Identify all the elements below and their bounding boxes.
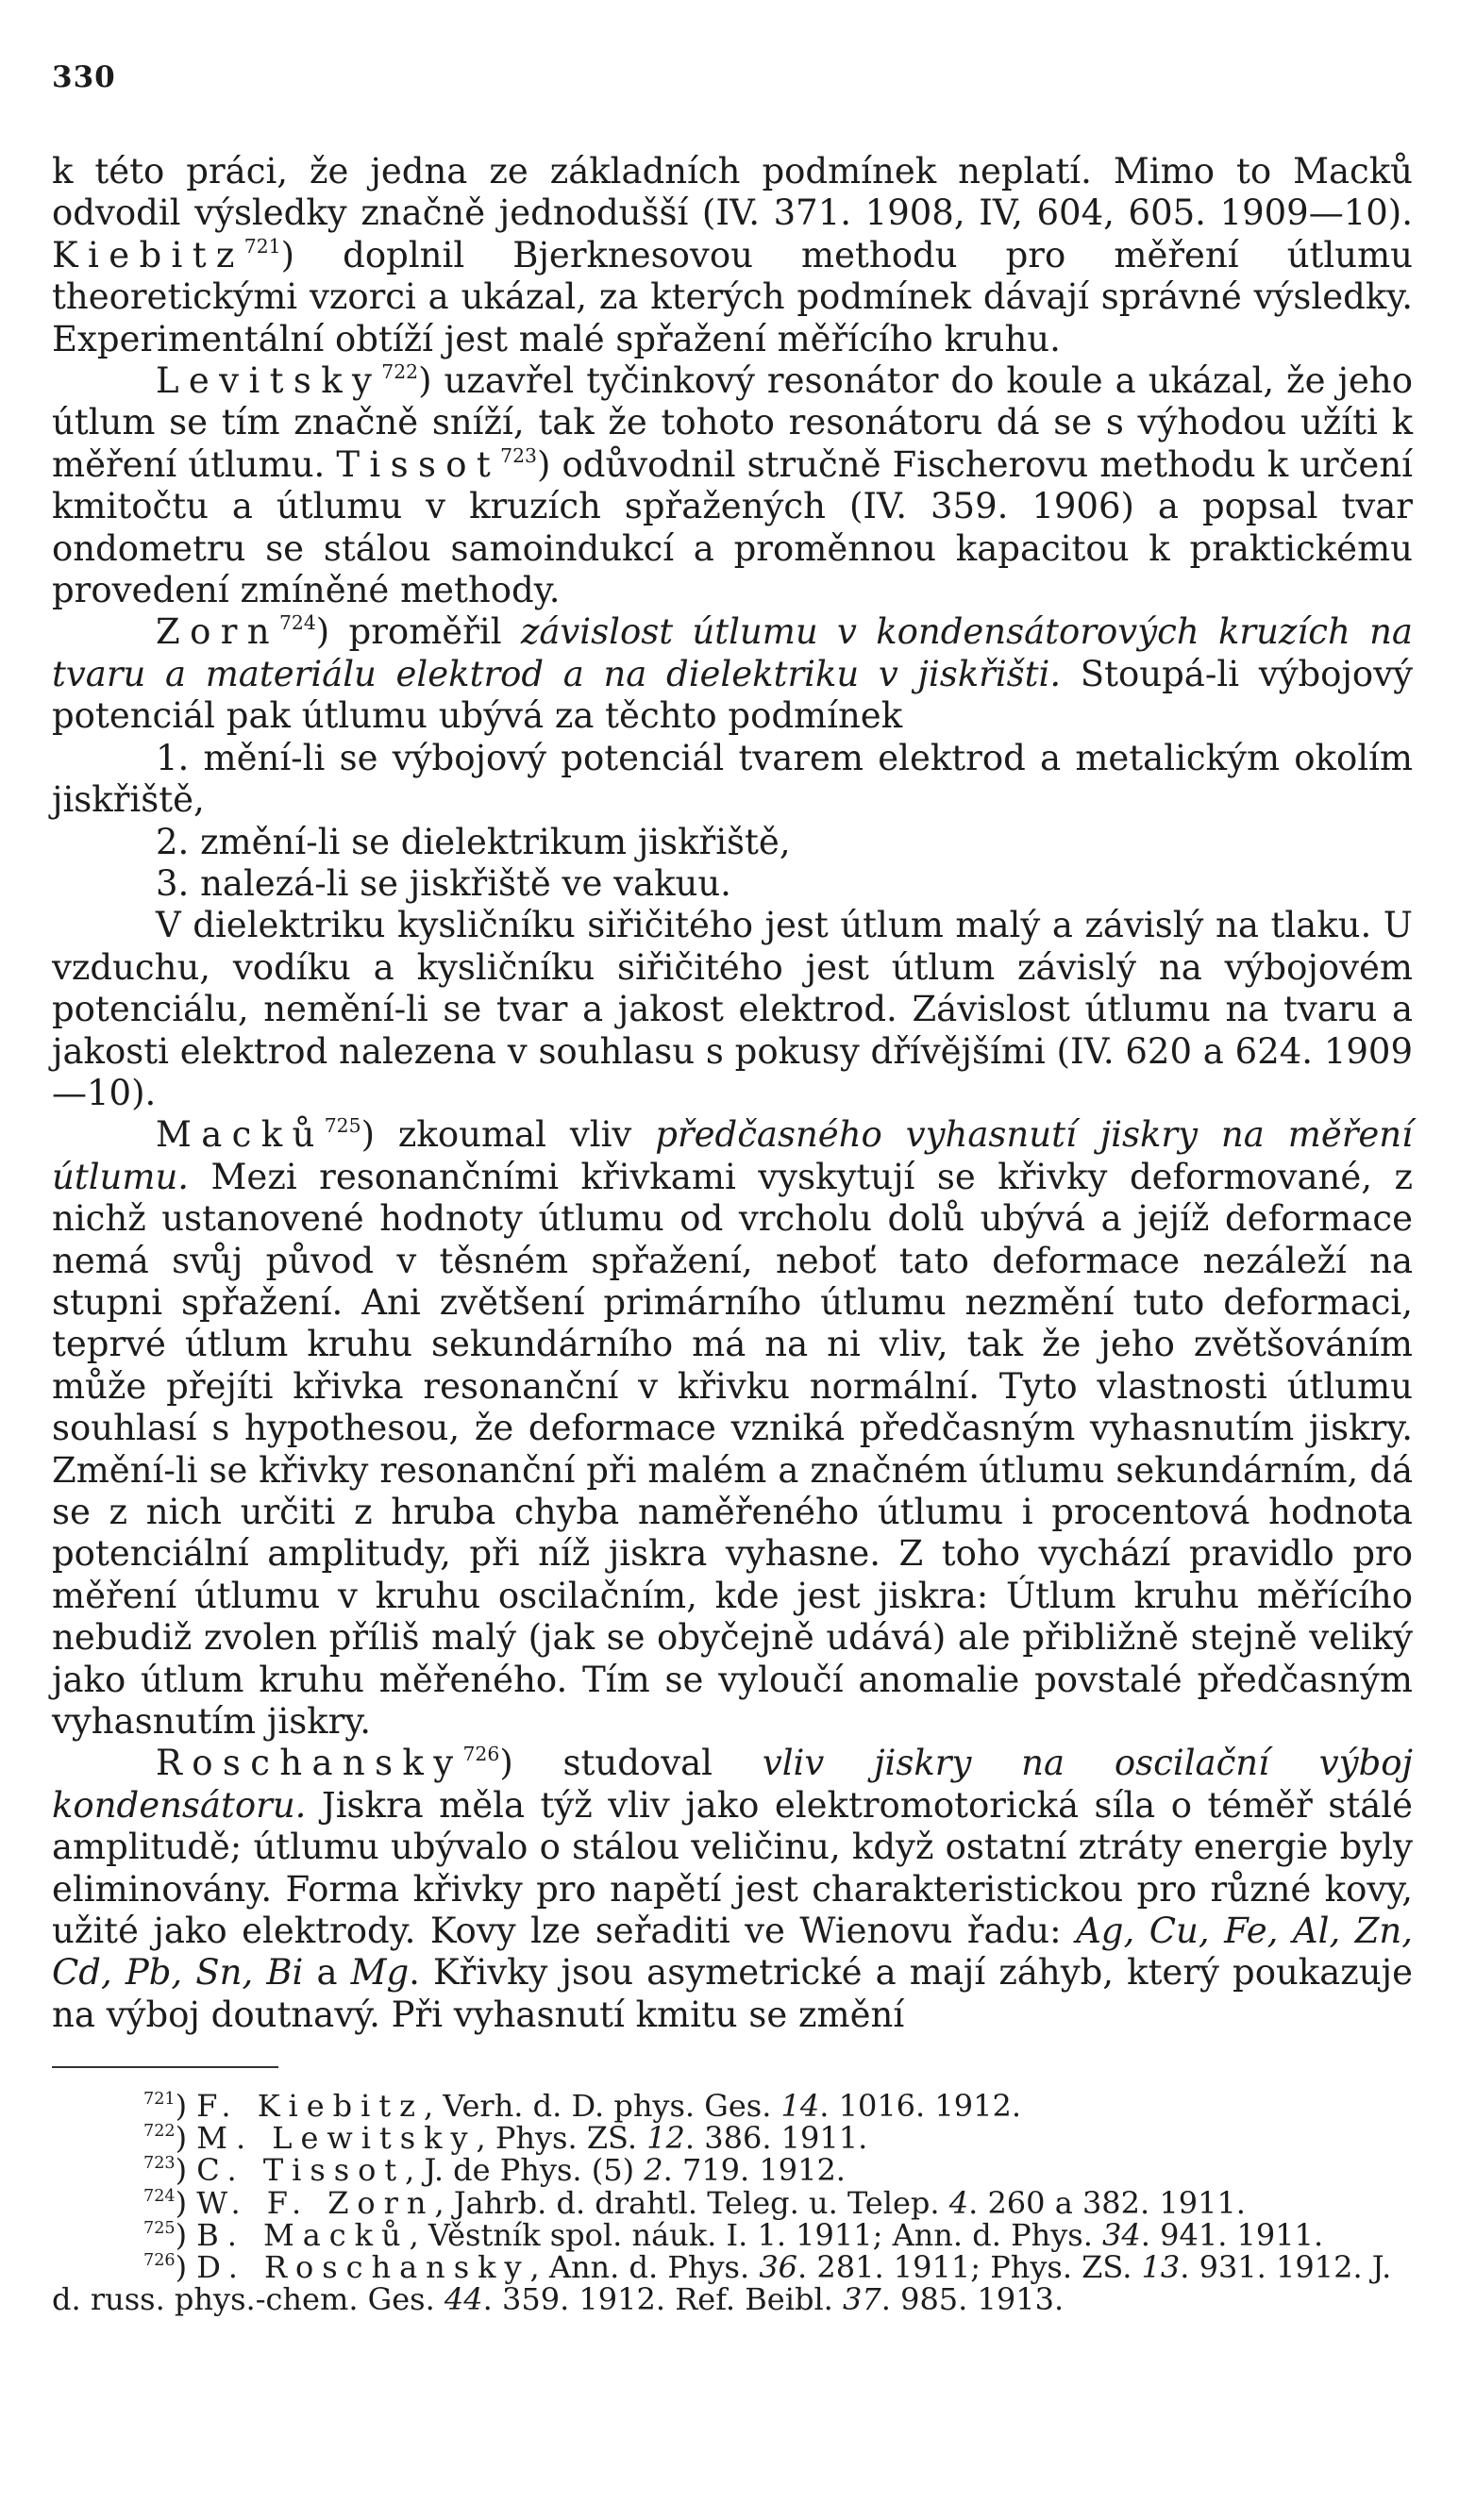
metal-last: Mg: [350, 1952, 410, 1994]
footnote-text: . 260 a 382. 1911.: [968, 2184, 1246, 2221]
paragraph-continuation: [52, 151, 1413, 360]
list-item: 2. změní-li se dielektrikum jiskřiště,: [156, 821, 791, 862]
footnote-text: , Phys. ZS.: [476, 2120, 647, 2157]
footnote-volume: 2: [644, 2152, 663, 2189]
paragraph-text: Jiskra měla týž vliv jako elektromotorická síla o téměř stálé amplitudě; útlumu ubývalo o stálou veličinu, když ostatní ztráty energie byly eliminovány. Forma křivky pro napětí jest charakteristickou pro různé kovy, užité jako elektrody. Kovy lze seřaditi ve Wienovu řadu:: [52, 1784, 1413, 1952]
italic-phrase: vliv jiskry na oscilační výboj kondensátoru.: [52, 1743, 1414, 1826]
footnote-text: . 719. 1912.: [662, 2152, 846, 2189]
footnote-volume: 13: [1141, 2249, 1181, 2286]
footnote-text: . 281. 1911; Phys. ZS.: [797, 2249, 1142, 2286]
footnote-text: , J. de Phys. (5): [405, 2152, 645, 2189]
footnote: $^{724}$) W. F. Zorn, Jahrb. d. drahtl. Teleg. u. Telep. 4. 260 a 382. 1911.: [143, 2184, 1246, 2221]
italic-phrase: předčasného vyhasnutí jiskry na měření útlumu.: [52, 1114, 1413, 1197]
footnote-volume: 14: [780, 2088, 820, 2124]
footnote-text: , Ann. d. Phys.: [529, 2249, 760, 2286]
paragraph-dielectric: V dielektriku kysličníku siřičitého jest útlum malý a závislý na tlaku. U vzduchu, vodíku a kysličníku siřičitého jest útlum závislý na výbojovém potenciálu, nemění-li se tvar a jakost elektrod. Závislost útlumu na tvaru a jakosti elektrod nalezena v souhlasu s pokusy dřívějšími (IV. 620 a 624. 1909—10).: [52, 905, 1413, 1113]
footnote: $^{726}$) D. Roschansky, Ann. d. Phys. 36. 281. 1911; Phys. ZS. 13. 931. 1912. J. d. russ. phys.-chem. Ges. 44. 359. 1912. Ref. Beibl. 37. 985. 1913.: [52, 2249, 1392, 2318]
footnote-author: F. Kiebitz: [196, 2088, 424, 2124]
footnote-text: . 931. 1912. J. d. russ. phys.-chem. Ges.: [52, 2249, 1392, 2318]
paragraph-levitsky: [52, 360, 1413, 611]
paragraph-text: ) odůvodnil stručně Fischerovu methodu k určení kmitočtu a útlumu v kruzích spřažených (IV. 359. 1906) a popsal tvar ondometru se stálou samoindukcí a proměnnou kapacitou k praktickému provedení zmíněné methody.: [52, 443, 1413, 611]
footnote-number: 725: [143, 2218, 176, 2238]
footnote-ref: 725: [324, 1114, 361, 1138]
footnote-ref: 726: [462, 1743, 500, 1766]
author-name: Roschansky: [156, 1743, 463, 1784]
footnote-volume: 36: [759, 2249, 798, 2286]
footnote-number: 726: [143, 2250, 176, 2270]
paragraph-macku: [52, 1114, 1413, 1743]
list-item: 1. mění-li se výbojový potenciál tvarem elektrod a metalickým okolím jiskřiště,: [52, 737, 1413, 821]
list-item: 3. nalezá-li se jiskřiště ve vakuu.: [156, 862, 731, 904]
author-name: Kiebitz: [52, 234, 244, 275]
footnote-ref: 724: [278, 611, 316, 635]
footnote: $^{722}$) M. Lewitsky, Phys. ZS. 12. 386. 1911.: [143, 2120, 868, 2157]
paragraph-text: ) uzavřel tyčinkový resonátor do koule a ukázal, že jeho útlum se tím značně sníží, tak že tohoto resonátoru dá se s výhodou užíti k měření útlumu.: [52, 360, 1413, 485]
footnotes: [52, 2088, 1413, 2318]
author-name: Levitsky: [156, 360, 382, 402]
paragraph-text: Mezi resonančními křivkami vyskytují se křivky deformované, z nichž ustanovené hodnoty útlumu od vrcholu dolů ubývá a jejíž deformace nemá svůj původ v těsném spřažení, neboť tato deformace nezáleží na stupni spřažení. Ani zvětšení primárního útlumu nezmění tuto deformaci, teprvé útlum kruhu sekundárního má na ni vliv, tak že jeho zvětšováním může přejíti křivka resonanční v křivku normální. Tyto vlastnosti útlumu souhlasí s hypothesou, že deformace vzniká předčasným vyhasnutím jiskry. Změní-li se křivky resonanční při malém a značném útlumu sekundárním, dá se z nich určiti z hruba chyba naměřeného útlumu i procentová hodnota potenciální amplitudy, při níž jiskra vyhasne. Z toho vychází pravidlo pro měření útlumu v kruhu oscilačním, kde jest jiskra: Útlum kruhu měřícího nebudiž zvolen příliš malý (jak se obyčejně udává) ale přibližně stejně veliký jako útlum kruhu měřeného. Tím se vyloučí anomalie povstalé předčasným vyhasnutím jiskry.: [52, 1156, 1413, 1743]
body-text: [52, 151, 1413, 2036]
footnote-text: . 1016. 1912.: [819, 2088, 1021, 2124]
page-number: 330: [52, 60, 116, 94]
footnote-author: M. Lewitsky: [196, 2120, 477, 2157]
footnote-divider: [52, 2066, 278, 2068]
footnote-volume: 37: [843, 2281, 881, 2318]
metal-list: Ag, Cu, Fe, Al, Zn, Cd, Pb, Sn, Bi: [52, 1911, 1413, 1994]
footnote-text: , Verh. d. D. phys. Ges.: [423, 2088, 781, 2124]
footnote-ref: 723: [500, 443, 537, 467]
footnote: $^{723}$) C. Tissot, J. de Phys. (5) 2. 719. 1912.: [143, 2152, 846, 2189]
footnote-text: , Věstník spol. náuk. I. 1. 1911; Ann. d. Phys.: [409, 2216, 1103, 2253]
footnote-volume: 44: [444, 2281, 483, 2318]
paragraph-text: ) proměřil: [315, 611, 521, 653]
footnote-author: B. Macků: [196, 2216, 410, 2253]
footnote-author: C. Tissot: [196, 2152, 406, 2189]
paragraph-text: Stoupá-li výbojový potenciál pak útlumu ubývá za těchto podmínek: [52, 653, 1414, 737]
footnote-text: . 941. 1911.: [1140, 2216, 1324, 2253]
paragraph-zorn: [52, 611, 1413, 737]
paragraph-text: k této práci, že jedna ze základních podmínek neplatí. Mimo to Macků odvodil výsledky značně jednodušší (IV. 371. 1908, IV, 604, 605. 1909—10).: [52, 151, 1413, 234]
footnote-number: 724: [143, 2186, 176, 2206]
footnote-text: . 359. 1912. Ref. Beibl.: [482, 2281, 844, 2318]
paragraph-text: ) studoval: [499, 1743, 763, 1784]
footnote-author: D. Roschansky: [196, 2249, 530, 2286]
footnote-text: , Jahrb. d. drahtl. Teleg. u. Telep.: [434, 2184, 949, 2221]
footnote-volume: 12: [646, 2120, 685, 2157]
author-name: Macků: [156, 1114, 325, 1156]
footnote-number: 723: [143, 2154, 176, 2174]
paragraph-roschansky: [52, 1743, 1413, 2036]
footnote-author: W. F. Zorn: [196, 2184, 435, 2221]
footnote-ref: 721: [243, 234, 281, 258]
paragraph-text: ) doplnil Bjerknesovou methodu pro měření útlumu theoretickými vzorci a ukázal, za kterých podmínek dávají správné výsledky. Experimentální obtíží jest malé spřažení měřícího kruhu.: [52, 234, 1413, 359]
footnote: $^{721}$) F. Kiebitz, Verh. d. D. phys. Ges. 14. 1016. 1912.: [143, 2088, 1021, 2124]
author-name: Tissot: [336, 443, 501, 485]
paragraph-text: . Křivky jsou asymetrické a mají záhyb, který poukazuje na výboj doutnavý. Při vyhasnutí kmitu se změní: [52, 1952, 1413, 2035]
footnote-text: . 985. 1913.: [880, 2281, 1065, 2318]
footnote-volume: 4: [948, 2184, 969, 2221]
italic-phrase: závislost útlumu v kondensátorových kruzích na tvaru a materiálu elektrod a na dielektriku v jiskřišti.: [52, 611, 1413, 694]
footnote-number: 721: [143, 2089, 176, 2109]
footnote-number: 722: [143, 2122, 176, 2142]
paragraph-text: a: [303, 1952, 351, 1994]
footnote-volume: 34: [1102, 2216, 1141, 2253]
paragraph-text: ) zkoumal vliv: [361, 1114, 656, 1156]
author-name: Zorn: [156, 611, 279, 653]
footnote-ref: 722: [381, 359, 419, 383]
footnote-text: . 386. 1911.: [684, 2120, 868, 2157]
footnote: $^{725}$) B. Macků, Věstník spol. náuk. I. 1. 1911; Ann. d. Phys. 34. 941. 1911.: [143, 2216, 1324, 2253]
